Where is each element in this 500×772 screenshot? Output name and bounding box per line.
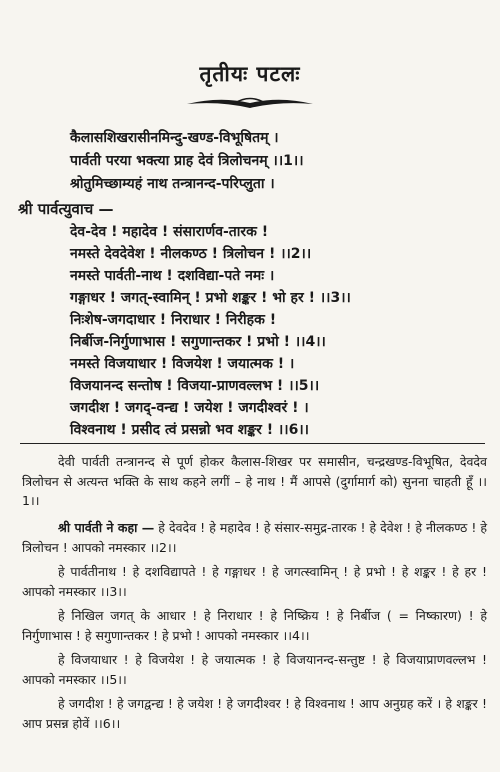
translation-paragraph: हे पार्वतीनाथ ! हे दशविद्यापते ! हे गङ्गाधर ! हे जगत्स्वामिन् ! हे प्रभो ! हे शङ्कर ! हे हर ! आपको नमस्कार ।।3।। (22, 564, 487, 599)
verse-line: जगदीश ! जगद्-वन्द्य ! जयेश ! जगदीश्वरं ! । (70, 400, 309, 416)
verse-line: विजयानन्द सन्तोष ! विजया-प्राणवल्लभ ! ।।5।। (70, 378, 320, 394)
verse-line: नमस्ते पार्वती-नाथ ! दशविद्या-पते नमः । (70, 268, 275, 284)
translation-paragraph: श्री पार्वती ने कहा — हे देवदेव ! हे महादेव ! हे संसार-समुद्र-तारक ! हे देवेश ! हे नीलकण्ठ ! हे त्रिलोचन ! आपको नमस्कार ।।2।। (22, 520, 487, 555)
translation-paragraph: हे विजयाधार ! हे विजयेश ! हे जयात्मक ! हे विजयानन्द-सन्तुष्ट ! हे विजयाप्राणवल्लभ ! आपको नमस्कार ।।5।। (22, 652, 487, 687)
verse-line: गङ्गाधर ! जगत्-स्वामिन् ! प्रभो शङ्कर ! भो हर ! ।।3।। (70, 290, 351, 306)
ornament-divider (185, 92, 315, 114)
translation-paragraph: देवी पार्वती तन्त्रानन्द से पूर्ण होकर कैलास-शिखर पर समासीन, चन्द्रखण्ड-विभूषित, देवदेव त्रिलोचन से अत्यन्त भक्ति के साथ कहने लगीं – हे नाथ ! मैं आपसे (दुर्गामार्ग को) सुनना चाहती हूँ ।।1।। (22, 454, 487, 508)
speaker-heading: श्री पार्वत्युवाच — (18, 200, 114, 218)
verse-line: विश्वनाथ ! प्रसीद त्वं प्रसन्नो भव शङ्कर ! ।।6।। (70, 422, 309, 438)
translation-speaker: श्री पार्वती ने कहा — (58, 520, 155, 535)
section-divider (20, 443, 485, 444)
chapter-title: तृतीयः पटलः (199, 62, 301, 86)
translation-paragraph: हे जगदीश ! हे जगद्वन्द्य ! हे जयेश ! हे जगदीश्वर ! हे विश्वनाथ ! आप अनुग्रह करें । हे शङ्कर ! आप प्रसन्न होवें ।।6।। (22, 696, 487, 731)
verse-line: पार्वती परया भक्त्या प्राह देवं त्रिलोचनम् ।।1।। (70, 153, 304, 169)
verse-line: देव-देव ! महादेव ! संसारार्णव-तारक ! (70, 224, 269, 240)
verse-line: निर्बीज-निर्गुणाभास ! सगुणान्तकर ! प्रभो ! ।।4।। (70, 334, 326, 350)
verse-line: निःशेष-जगदाधार ! निराधार ! निरीहक ! (70, 312, 277, 328)
verse-line: श्रोतुमिच्छाम्यहं नाथ तन्त्रानन्द-परिप्लुता । (70, 176, 275, 192)
verse-line: नमस्ते विजयाधार ! विजयेश ! जयात्मक ! । (70, 356, 295, 372)
verse-line: नमस्ते देवदेवेश ! नीलकण्ठ ! त्रिलोचन ! ।।2।। (70, 246, 312, 262)
verse-line: कैलासशिखरासीनमिन्दु-खण्ड-विभूषितम् । (70, 130, 279, 146)
translation-paragraph: हे निखिल जगत् के आधार ! हे निराधार ! हे निष्क्रिय ! हे निर्बीज ( = निष्कारण) ! हे निर्गुणाभास ! हे सगुणान्तकर ! हे प्रभो ! आपको नमस्कार ।।4।। (22, 608, 487, 643)
